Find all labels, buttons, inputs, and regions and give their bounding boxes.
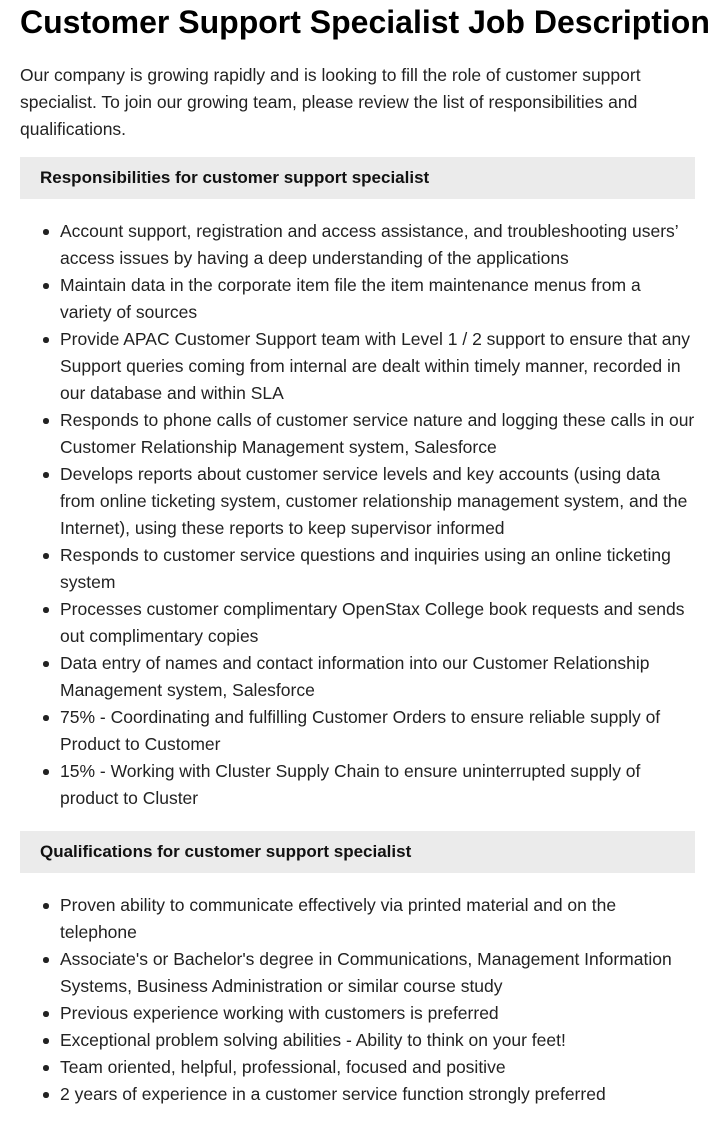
list-item: Data entry of names and contact information into our Customer Relationship Management system, Salesforce	[60, 650, 695, 704]
list-item: Associate's or Bachelor's degree in Communications, Management Information Systems, Business Administration or similar course study	[60, 946, 695, 1000]
list-item: 2 years of experience in a customer service function strongly preferred	[60, 1081, 695, 1108]
list-item: Previous experience working with customers is preferred	[60, 1000, 695, 1027]
list-item: Responds to customer service questions and inquiries using an online ticketing system	[60, 542, 695, 596]
responsibilities-heading: Responsibilities for customer support specialist	[20, 157, 695, 199]
list-item: Exceptional problem solving abilities - Ability to think on your feet!	[60, 1027, 695, 1054]
list-item: Maintain data in the corporate item file the item maintenance menus from a variety of sources	[60, 272, 695, 326]
list-item: 15% - Working with Cluster Supply Chain to ensure uninterrupted supply of product to Cluster	[60, 758, 695, 812]
responsibilities-list	[20, 218, 695, 812]
list-item: Account support, registration and access assistance, and troubleshooting users’ access issues by having a deep understanding of the applications	[60, 218, 695, 272]
list-item: 75% - Coordinating and fulfilling Customer Orders to ensure reliable supply of Product to Customer	[60, 704, 695, 758]
list-item: Processes customer complimentary OpenStax College book requests and sends out complimentary copies	[60, 596, 695, 650]
list-item: Responds to phone calls of customer service nature and logging these calls in our Customer Relationship Management system, Salesforce	[60, 407, 695, 461]
list-item: Provide APAC Customer Support team with Level 1 / 2 support to ensure that any Support queries coming from internal are dealt within timely manner, recorded in our database and within SLA	[60, 326, 695, 407]
list-item: Develops reports about customer service levels and key accounts (using data from online ticketing system, customer relationship management system, and the Internet), using these reports to keep supervisor informed	[60, 461, 695, 542]
list-item: Proven ability to communicate effectively via printed material and on the telephone	[60, 892, 695, 946]
qualifications-heading: Qualifications for customer support specialist	[20, 831, 695, 873]
qualifications-list	[20, 892, 695, 1108]
list-item: Team oriented, helpful, professional, focused and positive	[60, 1054, 695, 1081]
intro-paragraph: Our company is growing rapidly and is looking to fill the role of customer support specialist. To join our growing team, please review the list of responsibilities and qualifications.	[20, 65, 641, 139]
page-title: Customer Support Specialist Job Description	[20, 4, 710, 40]
